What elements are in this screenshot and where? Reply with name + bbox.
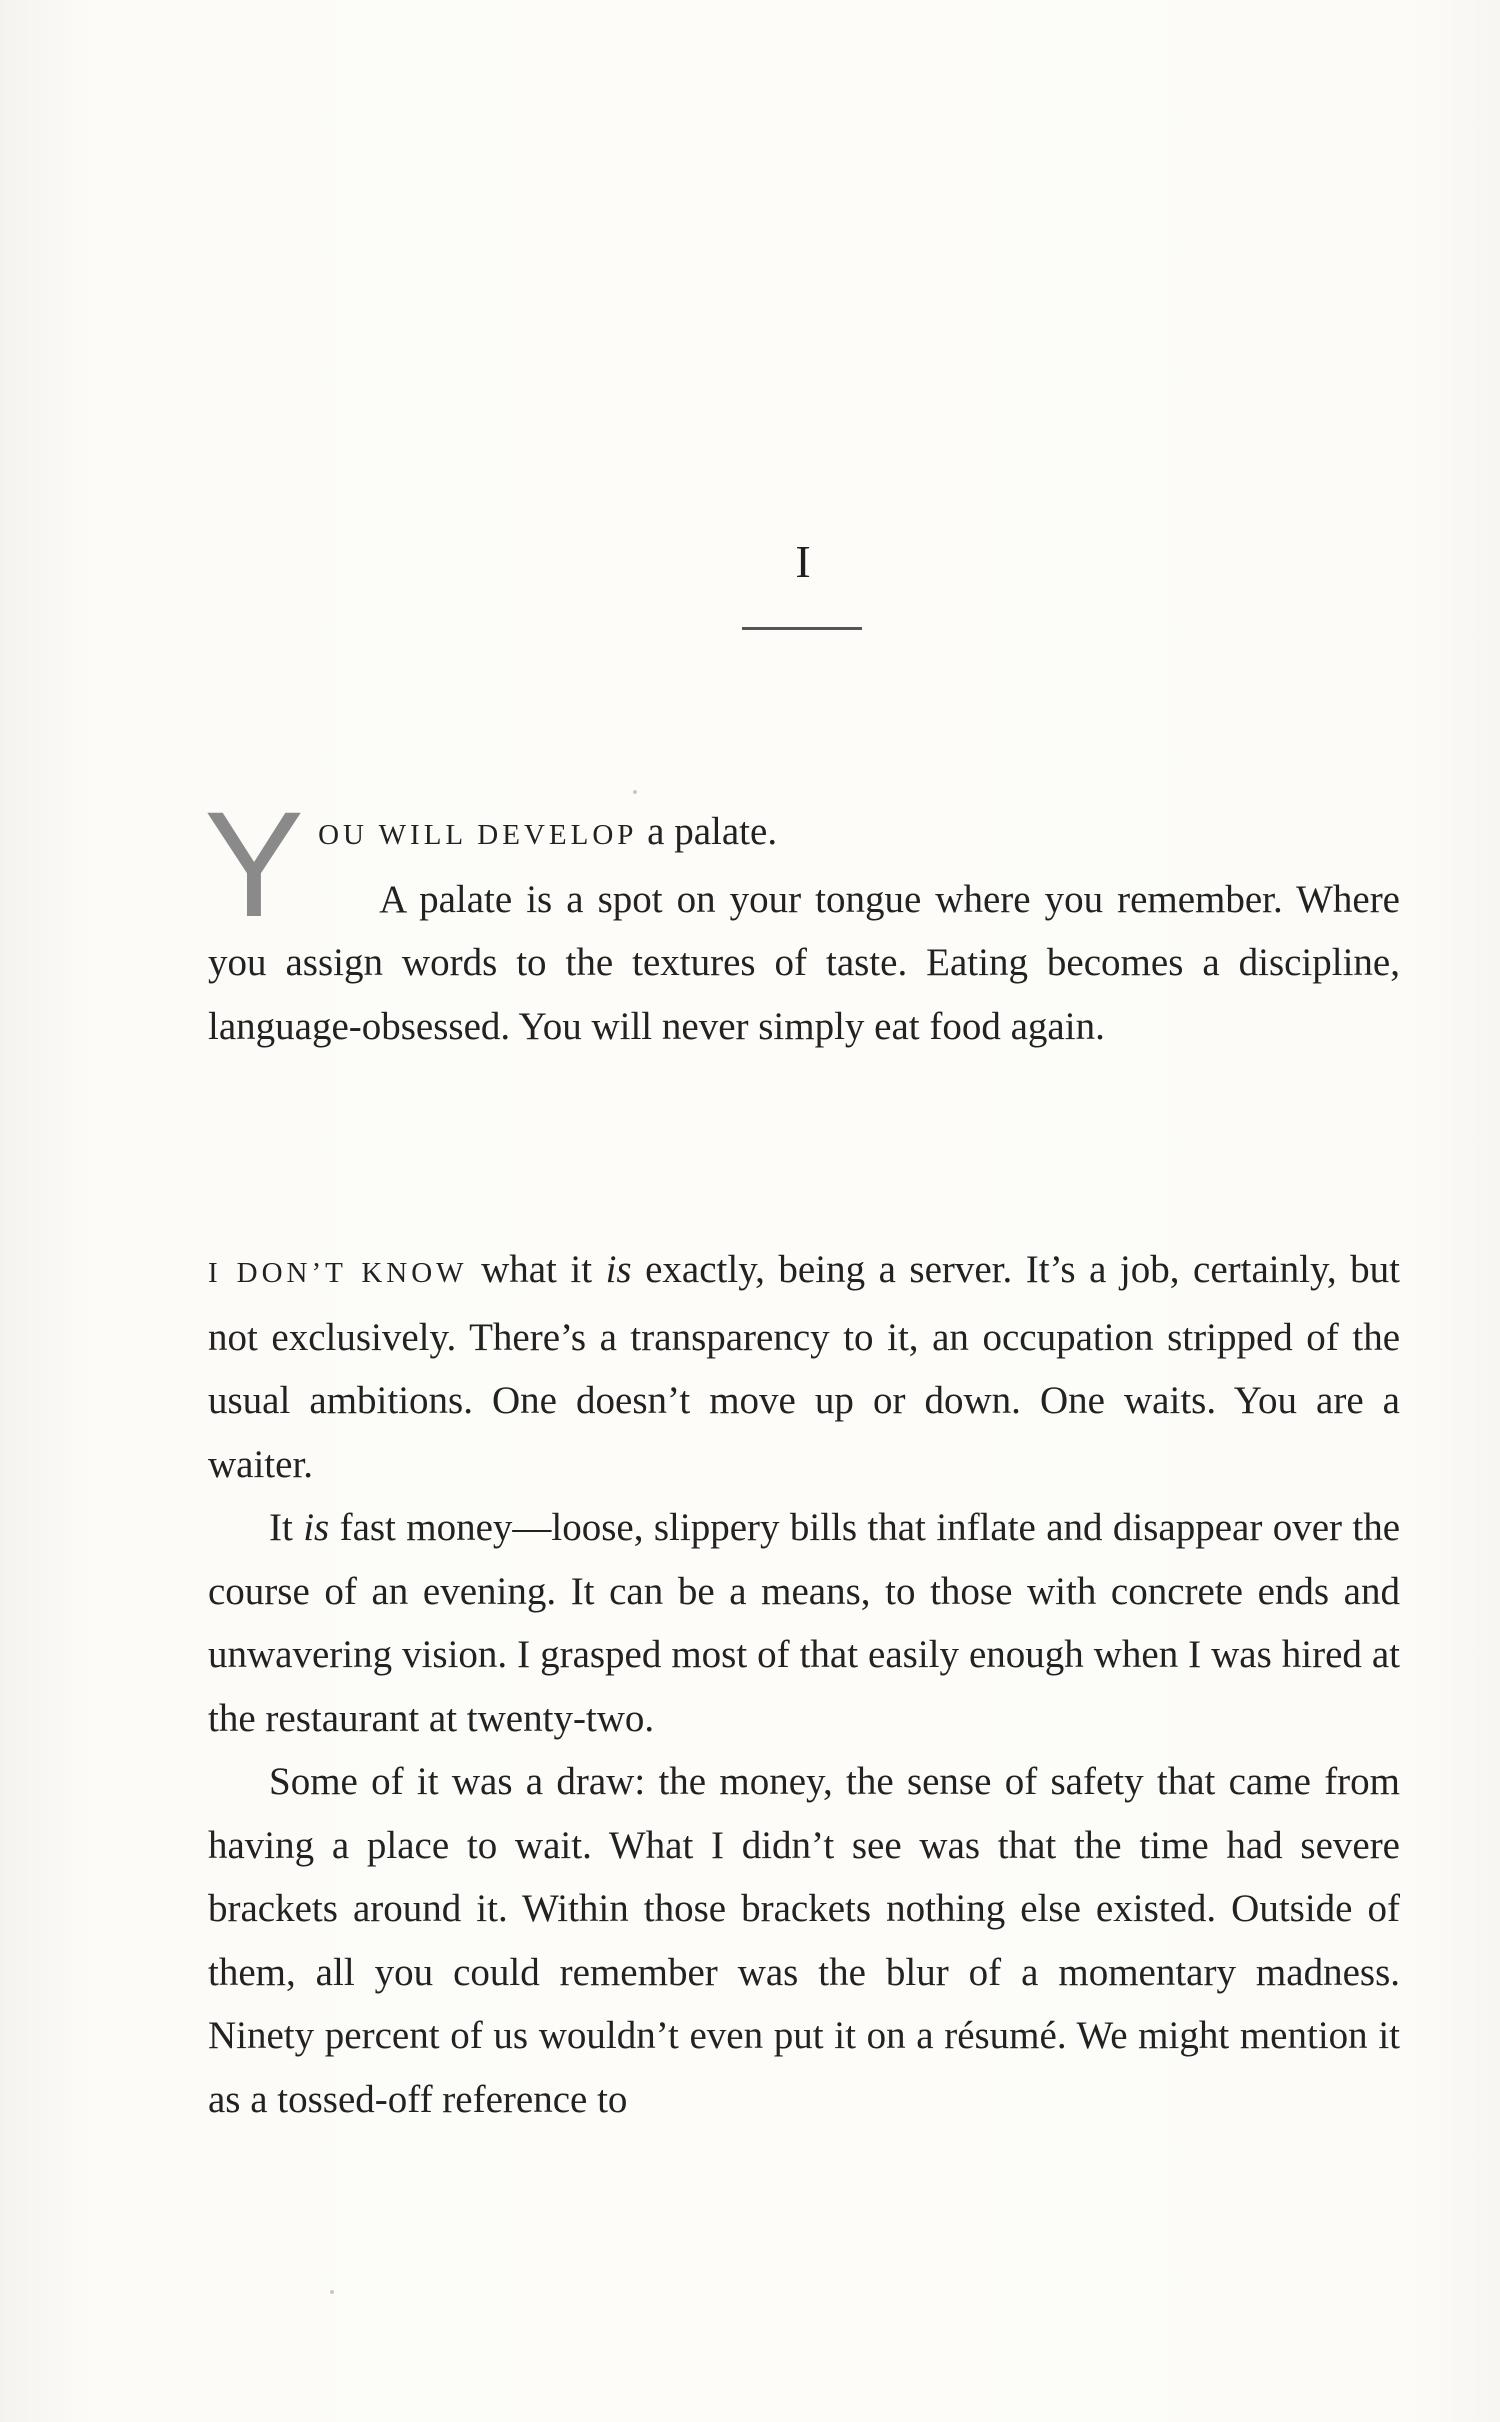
brackets-paragraph: Some of it was a draw: the money, the sense of safety that came from having a place to wait. What I didn’t see was that the time had severe brackets around it. Within those brackets nothing else existed. Outside of them, all you could remember was the blur of a momentary madness. Ninety percent of us wouldn’t even put it on a résumé. We might mention it as a tossed-off reference to [208, 1760, 1400, 2121]
money-emphasis: is [303, 1506, 330, 1549]
palate-paragraph: A palate is a spot on your tongue where you remember. Where you assign words to the textures of taste. Eating becomes a discipline, language-obsessed. You will never simply eat food again. [208, 877, 1400, 1048]
second-section [208, 1238, 1400, 2131]
server-paragraph [208, 1238, 1400, 1496]
paper-speck [633, 790, 637, 794]
opening-section [204, 780, 1400, 1058]
drop-cap: Y [204, 780, 305, 948]
opening-paragraph [204, 780, 1400, 948]
server-text-a: what it [467, 1248, 606, 1291]
lead-in-rest: a palate. [637, 810, 778, 853]
server-emphasis: is [605, 1248, 632, 1291]
money-text-a: It [269, 1506, 304, 1549]
section-lead-smallcaps: I DON’T KNOW [208, 1257, 468, 1289]
money-paragraph [208, 1496, 1400, 1750]
chapter-number: I [795, 536, 811, 587]
paper-speck [330, 2290, 334, 2294]
lead-in-smallcaps: OU WILL DEVELOP [318, 819, 638, 851]
chapter-rule [742, 627, 862, 630]
money-text-b: fast money—loose, slippery bills that inflate and disappear over the course of an evening. It can be a means, to those with concrete ends and unwavering vision. I grasped most of that easily enough when I was hired at the restaurant at twenty-two. [208, 1506, 1401, 1740]
server-text-b: exactly, being a server. It’s a job, certainly, but not exclusively. There’s a transparency to it, an occupation stripped of the usual ambitions. One doesn’t move up or down. One waits. You are a waiter. [208, 1248, 1401, 1486]
